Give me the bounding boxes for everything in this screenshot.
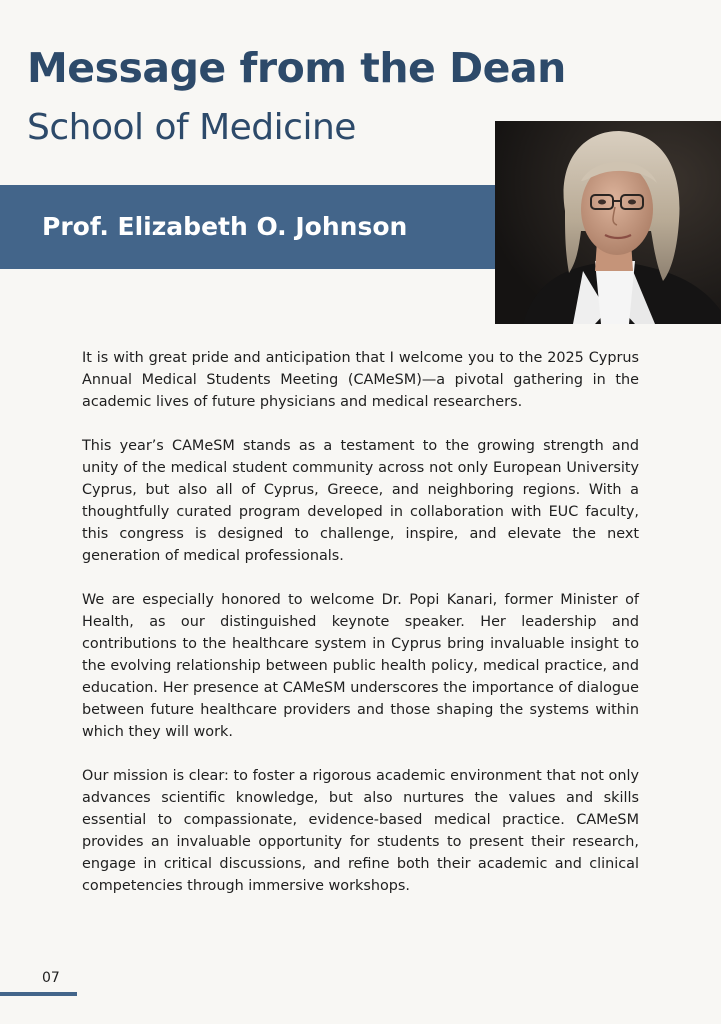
- name-banner: [0, 185, 496, 269]
- dean-name: Prof. Elizabeth O. Johnson: [42, 212, 408, 241]
- message-paragraph: This year’s CAMeSM stands as a testament to the growing strength and unity of the medical student community across not only European University Cyprus, but also all of Cyprus, Greece, and neighboring regions. With a thoughtfully curated program developed in collaboration with EUC faculty, this congress is designed to challenge, inspire, and elevate the next generation of medical professionals.: [82, 438, 639, 564]
- message-paragraph: It is with great pride and anticipation that I welcome you to the 2025 Cyprus Annual Medical Students Meeting (CAMeSM)—a pivotal gathering in the academic lives of future physicians and medical researchers.: [82, 350, 639, 410]
- portrait-photo-icon: [495, 121, 721, 324]
- message-paragraph: Our mission is clear: to foster a rigorous academic environment that not only advances scientific knowledge, but also nurtures the values and skills essential to compassionate, evidence-based medical practice. CAMeSM provides an invaluable opportunity for students to present their research, engage in critical discussions, and refine both their academic and clinical competencies through immersive workshops.: [82, 768, 639, 894]
- message-paragraph: We are especially honored to welcome Dr. Popi Kanari, former Minister of Health, as our distinguished keynote speaker. Her leadership and contributions to the healthcare system in Cyprus bring invaluable insight to the evolving relationship between public health policy, medical practice, and education. Her presence at CAMeSM underscores the importance of dialogue between future healthcare providers and those shaping the systems within which they will work.: [82, 592, 639, 740]
- dean-portrait: [495, 121, 721, 324]
- page-number: 07: [42, 970, 60, 986]
- page-number-rule: [0, 992, 77, 996]
- page-title: Message from the Dean: [27, 44, 566, 92]
- dean-message: [82, 347, 639, 919]
- page-subtitle: School of Medicine: [27, 107, 356, 148]
